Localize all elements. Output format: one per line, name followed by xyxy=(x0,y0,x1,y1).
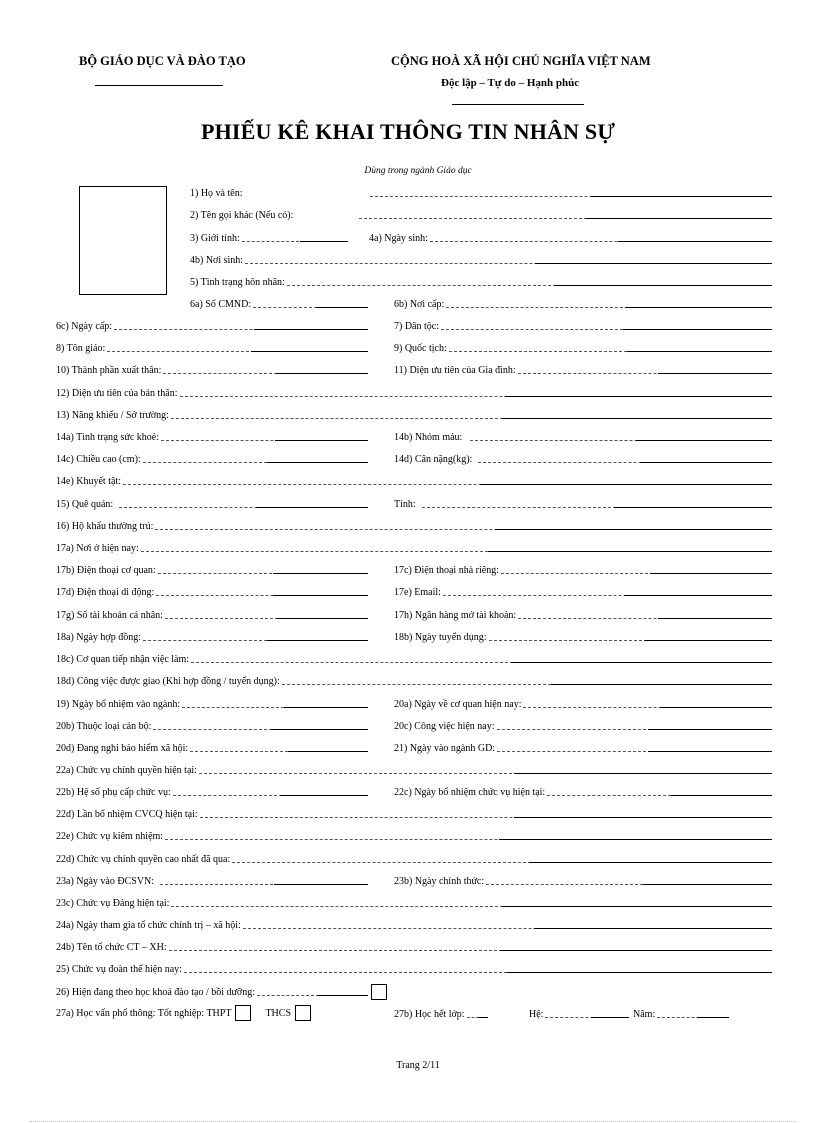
socio-political-join-date-label: 24a) Ngày tham gia tổ chức chính trị – xã hội: xyxy=(56,920,241,931)
position-appointment-date-label: 22c) Ngày bổ nhiệm chức vụ hiện tại: xyxy=(394,787,546,798)
receiving-agency-label: 18c) Cơ quan tiếp nhận việc làm: xyxy=(56,654,190,665)
id-issue-place-field[interactable] xyxy=(394,297,772,311)
mobile-phone-label: 17d) Điện thoại di động: xyxy=(56,587,155,598)
party-position-field[interactable] xyxy=(56,896,772,910)
blood-type-field[interactable] xyxy=(394,430,772,444)
id-issue-date-field[interactable] xyxy=(56,319,368,333)
other-name-field[interactable] xyxy=(190,208,772,222)
hometown-label: 15) Quê quán: xyxy=(56,499,114,510)
province-field[interactable] xyxy=(394,497,772,511)
highest-government-position-label: 22d) Chức vụ chính quyền cao nhất đã qua: xyxy=(56,854,231,865)
agency-join-date-field[interactable] xyxy=(394,697,772,711)
permanent-residence-label: 16) Hộ khẩu thường trú: xyxy=(56,521,154,532)
socio-political-org-label: 24b) Tên tổ chức CT – XH: xyxy=(56,942,167,953)
disability-label: 14e) Khuyết tật: xyxy=(56,476,121,487)
id-issue-place-label: 6b) Nơi cấp: xyxy=(394,299,445,310)
bank-name-label: 17h) Ngân hàng mở tài khoản: xyxy=(394,610,517,621)
general-education-row xyxy=(56,1005,311,1021)
personal-priority-field[interactable] xyxy=(56,386,772,400)
appointment-count-label: 22d) Lần bổ nhiệm CVCQ hiện tại: xyxy=(56,809,198,820)
social-origin-label: 10) Thành phần xuất thân: xyxy=(56,365,162,376)
assigned-work-label: 18d) Công việc được giao (Khi hợp đồng / tuyển dụng): xyxy=(56,676,280,687)
id-number-field[interactable] xyxy=(190,297,368,311)
concurrent-position-field[interactable] xyxy=(56,829,772,843)
education-sector-join-date-field[interactable] xyxy=(394,741,772,755)
office-phone-field[interactable] xyxy=(56,563,368,577)
height-label: 14c) Chiều cao (cm): xyxy=(56,454,141,465)
education-system-field[interactable] xyxy=(529,1007,629,1021)
receiving-agency-field[interactable] xyxy=(56,652,772,666)
general-education-label: 27a) Học vấn phổ thông: Tốt nghiệp: THPT xyxy=(56,1007,232,1019)
recruitment-date-field[interactable] xyxy=(394,630,772,644)
family-priority-field[interactable] xyxy=(394,363,772,377)
religion-label: 8) Tôn giáo: xyxy=(56,343,106,354)
sector-appointment-date-field[interactable] xyxy=(56,697,368,711)
union-position-field[interactable] xyxy=(56,962,772,976)
completion-year-field[interactable] xyxy=(633,1007,729,1021)
party-join-date-field[interactable] xyxy=(56,874,368,888)
current-job-label: 20c) Công việc hiện nay: xyxy=(394,721,495,732)
current-government-position-field[interactable] xyxy=(56,763,772,777)
nationality-field[interactable] xyxy=(394,341,772,355)
full-name-label: 1) Họ và tên: xyxy=(190,188,243,199)
weight-label: 14d) Cân nặng(kg): xyxy=(394,454,473,465)
training-course-label: 26) Hiện đang theo học khoá đào tạo / bồi dưỡng: xyxy=(56,987,255,998)
motto: Độc lập – Tự do – Hạnh phúc xyxy=(441,77,580,89)
motto-underline xyxy=(452,104,584,105)
education-system-label: Hệ: xyxy=(529,1009,544,1020)
health-field[interactable] xyxy=(56,430,368,444)
education-sector-join-date-label: 21) Ngày vào ngành GD: xyxy=(394,743,496,754)
recruitment-date-label: 18b) Ngày tuyển dụng: xyxy=(394,632,487,643)
photo-box xyxy=(79,186,167,295)
concurrent-position-label: 22e) Chức vụ kiêm nhiệm: xyxy=(56,831,164,842)
personal-priority-label: 12) Diện ưu tiên của bản thân: xyxy=(56,388,178,399)
contract-date-field[interactable] xyxy=(56,630,368,644)
current-government-position-label: 22a) Chức vụ chính quyền hiện tại: xyxy=(56,765,197,776)
party-position-label: 23c) Chức vụ Đảng hiện tại: xyxy=(56,898,170,909)
ministry-underline xyxy=(95,85,223,86)
bank-name-field[interactable] xyxy=(394,608,772,622)
current-address-label: 17a) Nơi ở hiện nay: xyxy=(56,543,139,554)
current-job-field[interactable] xyxy=(394,719,772,733)
party-official-date-label: 23b) Ngày chính thức: xyxy=(394,876,485,887)
country-name: CỘNG HOÀ XÃ HỘI CHỦ NGHĨA VIỆT NAM xyxy=(391,54,651,68)
position-appointment-date-field[interactable] xyxy=(394,785,772,799)
training-course-checkbox[interactable] xyxy=(371,984,387,1000)
thcs-checkbox[interactable] xyxy=(295,1005,311,1021)
gender-field[interactable] xyxy=(190,231,348,245)
socio-political-org-field[interactable] xyxy=(56,940,772,954)
province-label: Tỉnh: xyxy=(394,499,416,510)
ministry-name: BỘ GIÁO DỤC VÀ ĐÀO TẠO xyxy=(79,54,246,68)
birth-place-label: 4b) Nơi sinh: xyxy=(190,255,244,266)
contract-date-label: 18a) Ngày hợp đồng: xyxy=(56,632,141,643)
page-title: PHIẾU KÊ KHAI THÔNG TIN NHÂN SỰ xyxy=(200,119,616,144)
social-origin-field[interactable] xyxy=(56,363,368,377)
marital-status-field[interactable] xyxy=(190,275,772,289)
grade-completed-field[interactable] xyxy=(394,1007,488,1021)
other-name-label: 2) Tên gọi khác (Nếu có): xyxy=(190,210,294,221)
assigned-work-field[interactable] xyxy=(56,674,772,688)
position-allowance-label: 22b) Hệ số phụ cấp chức vụ: xyxy=(56,787,171,798)
social-insurance-leave-field[interactable] xyxy=(56,741,368,755)
staff-type-label: 20b) Thuộc loại cán bộ: xyxy=(56,721,152,732)
gender-label: 3) Giới tính: xyxy=(190,233,240,244)
permanent-residence-field[interactable] xyxy=(56,519,772,533)
religion-field[interactable] xyxy=(56,341,368,355)
party-official-date-field[interactable] xyxy=(394,874,772,888)
birth-date-field[interactable] xyxy=(369,231,772,245)
bank-account-label: 17g) Số tài khoản cá nhân: xyxy=(56,610,163,621)
training-course-field[interactable] xyxy=(56,985,368,999)
union-position-label: 25) Chức vụ đoàn thể hiện nay: xyxy=(56,964,182,975)
marital-status-label: 5) Tình trạng hôn nhân: xyxy=(190,277,285,288)
email-label: 17e) Email: xyxy=(394,587,441,598)
blood-type-label: 14b) Nhóm máu: xyxy=(394,432,463,443)
highest-government-position-field[interactable] xyxy=(56,852,772,866)
full-name-line[interactable] xyxy=(370,186,772,200)
home-phone-field[interactable] xyxy=(394,563,772,577)
office-phone-label: 17b) Điện thoại cơ quan: xyxy=(56,565,156,576)
family-priority-label: 11) Diện ưu tiên của Gia đình: xyxy=(394,365,516,376)
thcs-label: THCS xyxy=(265,1007,292,1019)
talent-field[interactable] xyxy=(56,408,772,422)
thpt-checkbox[interactable] xyxy=(235,1005,251,1021)
ethnicity-label: 7) Dân tộc: xyxy=(394,321,439,332)
current-address-field[interactable] xyxy=(56,541,772,555)
hometown-field[interactable] xyxy=(56,497,368,511)
nationality-label: 9) Quốc tịch: xyxy=(394,343,447,354)
birth-place-field[interactable] xyxy=(190,253,772,267)
position-allowance-field[interactable] xyxy=(56,785,368,799)
disability-field[interactable] xyxy=(56,474,772,488)
agency-join-date-label: 20a) Ngày về cơ quan hiện nay: xyxy=(394,699,522,710)
home-phone-label: 17c) Điện thoại nhà riêng: xyxy=(394,565,499,576)
form-subtitle: Dùng trong ngành Giáo dục xyxy=(364,166,472,176)
party-join-date-label: 23a) Ngày vào ĐCSVN: xyxy=(56,876,155,887)
mobile-phone-field[interactable] xyxy=(56,585,368,599)
ethnicity-field[interactable] xyxy=(394,319,772,333)
bank-account-field[interactable] xyxy=(56,608,368,622)
height-field[interactable] xyxy=(56,452,368,466)
completion-year-label: Năm: xyxy=(633,1009,656,1020)
birth-date-label: 4a) Ngày sinh: xyxy=(369,233,428,244)
weight-field[interactable] xyxy=(394,452,772,466)
social-insurance-leave-label: 20d) Đang nghỉ bảo hiểm xã hội: xyxy=(56,743,189,754)
grade-completed-label: 27b) Học hết lớp: xyxy=(394,1009,465,1020)
appointment-count-field[interactable] xyxy=(56,807,772,821)
sector-appointment-date-label: 19) Ngày bổ nhiệm vào ngành: xyxy=(56,699,181,710)
page-bottom-border xyxy=(30,1121,796,1122)
staff-type-field[interactable] xyxy=(56,719,368,733)
talent-label: 13) Năng khiếu / Sở trường: xyxy=(56,410,169,421)
id-number-label: 6a) Số CMND: xyxy=(190,299,252,310)
health-label: 14a) Tình trạng sức khoẻ: xyxy=(56,432,159,443)
id-issue-date-label: 6c) Ngày cấp: xyxy=(56,321,113,332)
email-field[interactable] xyxy=(394,585,772,599)
socio-political-join-date-field[interactable] xyxy=(56,918,772,932)
page-number: Trang 2/11 xyxy=(396,1060,440,1071)
